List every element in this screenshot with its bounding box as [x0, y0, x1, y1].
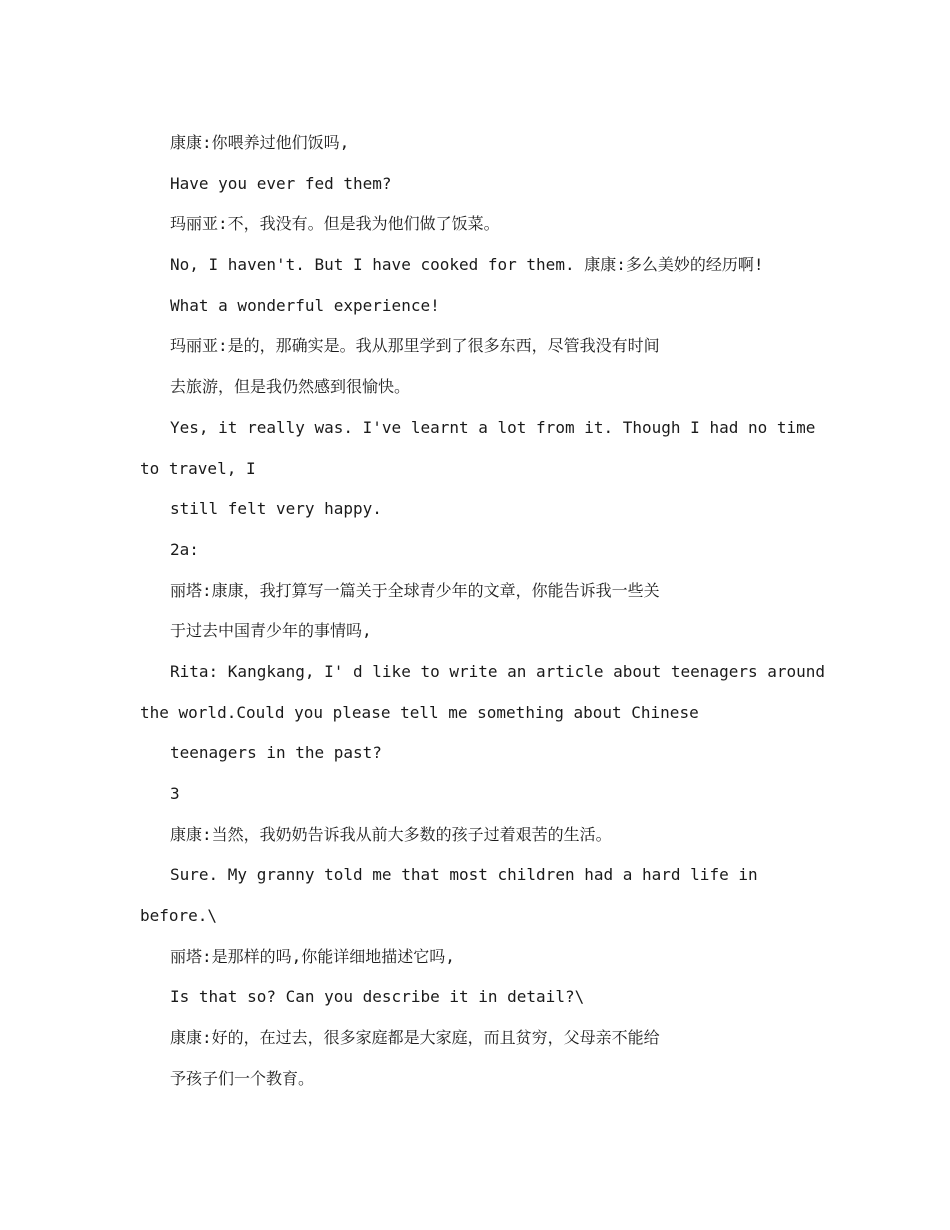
text-line: Is that so? Can you describe it in detail?\ — [170, 987, 585, 1007]
text-line: Sure. My granny told me that most children had a hard life in — [170, 865, 758, 885]
text-line: 2a: — [170, 539, 199, 559]
text-line: to travel, I — [140, 458, 256, 478]
text-line: 予孩子们一个教育。 — [170, 1068, 315, 1088]
text-line: Yes, it really was. I've learnt a lot from it. Though I had no time — [170, 417, 816, 437]
text-line: No, I haven't. But I have cooked for them. 康康:多么美妙的经历啊! — [170, 255, 764, 275]
text-line: 3 — [170, 784, 180, 803]
text-line: 玛丽亚:是的，那确实是。我从那里学到了很多东西，尽管我没有时间 — [170, 336, 660, 356]
document-body — [140, 123, 840, 1100]
text-line: 康康:当然，我奶奶告诉我从前大多数的孩子过着艰苦的生活。 — [170, 824, 612, 844]
text-line: Rita: Kangkang, I' d like to write an article about teenagers around — [170, 661, 826, 681]
text-line: Have you ever fed them? — [170, 173, 392, 193]
text-line: 康康:好的，在过去，很多家庭都是大家庭，而且贫穷，父母亲不能给 — [170, 1028, 660, 1048]
text-line: teenagers in the past? — [170, 743, 382, 763]
text-line: 丽塔:康康，我打算写一篇关于全球青少年的文章，你能告诉我一些关 — [170, 580, 660, 600]
text-line: What a wonderful experience! — [170, 295, 440, 315]
text-line: before.\ — [140, 906, 218, 926]
text-line: still felt very happy. — [170, 499, 382, 519]
text-line: the world.Could you please tell me something about Chinese — [140, 702, 699, 722]
text-line: 丽塔:是那样的吗,你能详细地描述它吗, — [170, 946, 455, 966]
text-line: 康康:你喂养过他们饭吗, — [170, 133, 350, 152]
text-line: 于过去中国青少年的事情吗, — [170, 621, 372, 641]
text-line: 去旅游，但是我仍然感到很愉快。 — [170, 377, 411, 397]
text-line: 玛丽亚:不，我没有。但是我为他们做了饭菜。 — [170, 214, 500, 234]
